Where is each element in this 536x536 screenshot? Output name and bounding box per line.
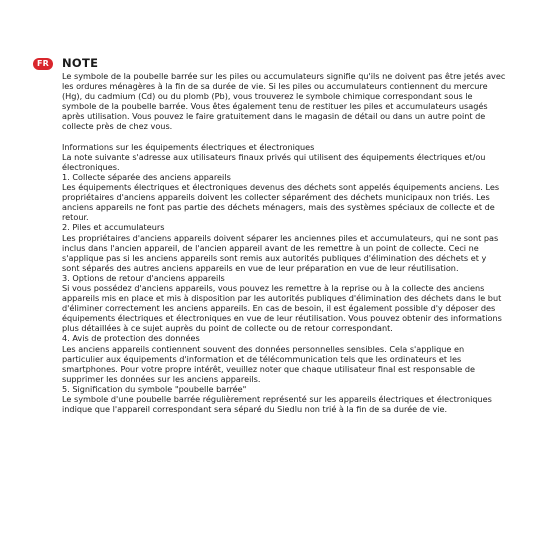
section-title: Informations sur les équipements électriques et électroniques [62, 141, 315, 152]
item-title-batteries: 2. Piles et accumulateurs [62, 222, 165, 233]
item-title-return-options: 3. Options de retour d'anciens appareils [62, 272, 225, 283]
item-text-bin-symbol: Le symbole d'une poubelle barrée régulièrement représenté sur les appareils électriques et électroniques indique que l'appareil correspondant sera séparé du Siedlu non trié à la fin de sa durée de vie. [62, 394, 492, 415]
note-body [62, 71, 506, 414]
intro-paragraph: Le symbole de la poubelle barrée sur les piles ou accumulateurs signifie qu'ils ne doivent pas être jetés avec les ordures ménagères à la fin de sa durée de vie. Si les piles ou accumulateurs contiennent du mercure (Hg), du cadmium (Cd) ou du plomb (Pb), vous trouverez le symbole chimique correspondant sous le symbole de la poubelle barrée. Vous êtes également tenu de restituer les piles et accumulateurs usagés après utilisation. Vous pouvez le faire gratuitement dans le magasin de détail ou dans un autre point de collecte près de chez vous. [62, 71, 506, 132]
paragraph-spacer [62, 132, 506, 142]
item-text-return-options: Si vous possédez d'anciens appareils, vous pouvez les remettre à la reprise ou à la collecte des anciens appareils mis en place et mis à disposition par les autorités publiques d'élimination des déchets dans le but d'éliminer correctement les anciens appareils. En cas de besoin, il est également possible d'y déposer des équipements électriques et électroniques en vue de leur réutilisation. Vous pouvez obtenir des informations plus détaillées à ce sujet auprès du point de collecte ou de retour correspondant. [62, 282, 502, 334]
item-title-bin-symbol: 5. Signification du symbole "poubelle barrée" [62, 383, 247, 394]
item-title-collection: 1. Collecte séparée des anciens appareils [62, 171, 231, 182]
note-heading: NOTE [62, 56, 99, 70]
item-text-batteries: Les propriétaires d'anciens appareils doivent séparer les anciennes piles et accumulateurs, qui ne sont pas inclus dans l'ancien appareil, de l'ancien appareil avant de les remettre à un point de collecte. Ceci ne s'applique pas si les anciens appareils sont remis aux autorités publiques d'élimination des déchets et y sont séparés des autres anciens appareils en vue de leur préparation en vue de leur réutilisation. [62, 232, 499, 273]
item-title-data-protection: 4. Avis de protection des données [62, 333, 200, 344]
section-intro: La note suivante s'adresse aux utilisateurs finaux privés qui utilisent des équipements électriques et/ou électroniques. [62, 151, 486, 172]
item-text-data-protection: Les anciens appareils contiennent souvent des données personnelles sensibles. Cela s'applique en particulier aux équipements d'information et de télécommunication tels que les ordinateurs et les smartphones. Pour votre propre intérêt, veuillez noter que chaque utilisateur final est responsable de supprimer les données sur les anciens appareils. [62, 343, 476, 384]
language-badge: FR [33, 58, 53, 70]
item-text-collection: Les équipements électriques et électroniques devenus des déchets sont appelés équipements anciens. Les propriétaires d'anciens appareils doivent les collecter séparément des déchets municipaux non triés. Les anciens appareils ne font pas partie des déchets ménagers, mais des systèmes spéciaux de collecte et de retour. [62, 182, 500, 223]
